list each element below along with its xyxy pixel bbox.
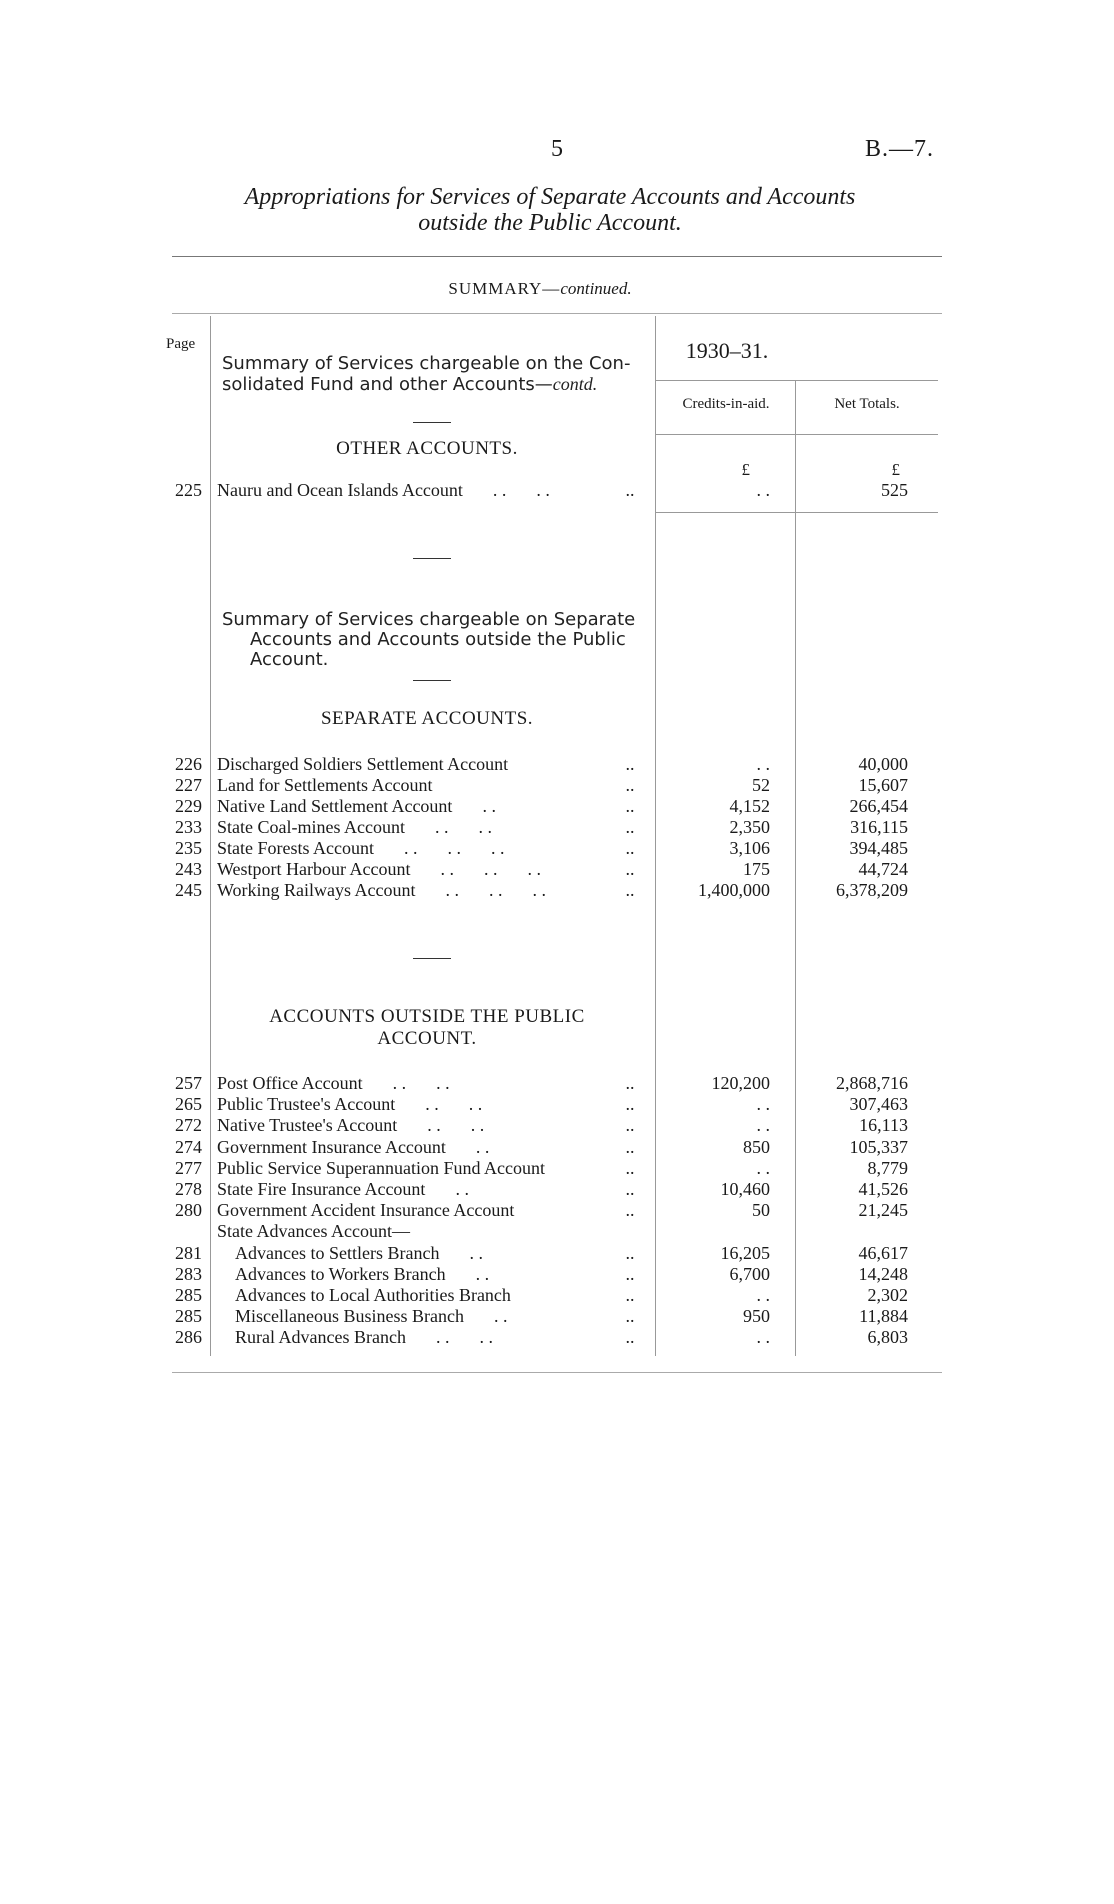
row-page-number: 233 (175, 817, 202, 837)
table-row (0, 880, 1114, 901)
row-credits-in-aid: . . (756, 1115, 770, 1136)
row-description-text: Native Trustee's Account (217, 1115, 398, 1136)
section1-caption (222, 354, 642, 395)
table-row (0, 817, 1114, 838)
row-description (235, 1243, 483, 1264)
row-page-number: 235 (175, 838, 202, 858)
section1-caption-line2 (222, 374, 642, 395)
row-leader: . . (469, 1242, 483, 1263)
row-leader-end: .. (625, 1136, 635, 1157)
row-leader: . . (475, 1136, 490, 1157)
row-description-text: Westport Harbour Account (217, 859, 411, 879)
row-credits-in-aid: 950 (743, 1306, 770, 1327)
row-net-total: 394,485 (849, 838, 908, 858)
row-page-number: 286 (175, 1327, 202, 1348)
row-description (217, 1158, 545, 1179)
summary-heading-suffix: continued. (560, 279, 632, 298)
row-page-number: 277 (175, 1157, 202, 1178)
row-leader: . . (536, 480, 550, 500)
row-leader: . . (482, 796, 496, 816)
row-description (217, 1073, 450, 1094)
row-credits-in-aid: 50 (752, 1200, 770, 1221)
row-leader: . . (475, 1263, 490, 1284)
section2-caption-line2: Accounts and Accounts outside the Public (250, 629, 626, 650)
row-description-text: Advances to Workers Branch (235, 1263, 446, 1284)
row-leader: . . (434, 817, 449, 837)
table-row (0, 1243, 1114, 1264)
row-description (217, 859, 541, 880)
section2-caption-line3: Account. (250, 649, 329, 670)
section3-dash (413, 958, 451, 959)
row-credits-in-aid: . . (756, 754, 770, 774)
row-credits-in-aid: 120,200 (711, 1073, 770, 1093)
row-leader-end: .. (625, 754, 635, 774)
net-totals-column-header: Net Totals. (834, 396, 900, 412)
table-row (0, 1179, 1114, 1200)
table-row (0, 859, 1114, 880)
row-net-total: 316,115 (850, 817, 908, 837)
document-reference: B.—7. (864, 136, 934, 162)
table-row (0, 480, 1114, 501)
row-description (217, 1179, 469, 1200)
column-header-rule (656, 434, 938, 435)
row-description-text: Native Land Settlement Account (217, 796, 453, 816)
row-credits-in-aid: . . (756, 1285, 770, 1305)
row-description (217, 817, 492, 838)
row-description-text: Advances to Local Authorities Branch (235, 1285, 511, 1305)
row-leader-end: .. (625, 1200, 635, 1221)
table-row (0, 1094, 1114, 1115)
row-leader: . . (435, 1327, 450, 1348)
row-credits-in-aid: 16,205 (720, 1242, 770, 1263)
row-leader: . . (470, 1115, 485, 1136)
table-row (0, 796, 1114, 817)
section2-caption-line1: Summary of Services chargeable on Separate (222, 609, 636, 630)
table-row (0, 1285, 1114, 1306)
row-page-number: 283 (175, 1263, 202, 1284)
page-title (170, 184, 930, 236)
table-row (0, 838, 1114, 859)
row-description (217, 838, 504, 859)
separate-accounts-heading: SEPARATE ACCOUNTS. (320, 708, 534, 729)
row-leader: . . (403, 838, 418, 858)
row-description-text: Public Trustee's Account (217, 1094, 396, 1115)
section2-caption (222, 610, 652, 670)
credits-column-header: Credits-in-aid. (682, 396, 770, 412)
row-leader: . . (392, 1073, 407, 1093)
page-column-header: Page (166, 336, 196, 352)
row-net-total: 2,868,716 (836, 1073, 908, 1093)
table-row (0, 1158, 1114, 1179)
row-description (217, 1115, 484, 1136)
row-description-text: Post Office Account (217, 1073, 363, 1093)
row-credits-in-aid: . . (756, 480, 770, 500)
row-net-total: 14,248 (858, 1263, 908, 1284)
row-credits-in-aid: 175 (743, 859, 770, 879)
row-description (235, 1327, 493, 1348)
row-description-text: Government Accident Insurance Account (217, 1200, 515, 1221)
row-page-number: 227 (175, 775, 202, 795)
row-page-number: 245 (175, 880, 202, 900)
row-leader-end: .. (625, 1157, 635, 1178)
table-row (0, 1327, 1114, 1348)
row-leader: . . (478, 817, 492, 837)
row-leader: . . (484, 859, 498, 879)
row-leader: . . (492, 480, 507, 500)
section1-caption-line2a: solidated Fund and other Accounts— (222, 374, 553, 395)
row-net-total: 8,779 (867, 1157, 908, 1178)
row-net-total: 46,617 (858, 1242, 908, 1263)
row-page-number: 229 (175, 796, 202, 816)
credits-currency-symbol: £ (741, 460, 750, 479)
other-accounts-heading: OTHER ACCOUNTS. (336, 438, 518, 459)
year-rule (656, 380, 938, 381)
row-credits-in-aid: 2,350 (729, 817, 770, 837)
row-leader-end: .. (625, 1073, 635, 1093)
row-description-text: State Coal-mines Account (217, 817, 405, 837)
row-page-number: 257 (175, 1073, 202, 1093)
net-currency-symbol: £ (891, 460, 900, 479)
row-page-number: 280 (175, 1200, 202, 1221)
title-line-2: outside the Public Account. (418, 210, 682, 236)
row-description-text: Rural Advances Branch (235, 1327, 406, 1348)
row-net-total: 6,803 (867, 1327, 908, 1348)
row-credits-in-aid: 6,700 (729, 1263, 770, 1284)
table-row (0, 1115, 1114, 1136)
row-leader-end: .. (625, 1306, 635, 1327)
row-description (217, 775, 432, 796)
row-leader-end: .. (625, 1327, 635, 1348)
table-bottom-rule (172, 1372, 942, 1373)
row-page-number: 281 (175, 1242, 202, 1263)
row-leader: . . (427, 1115, 441, 1136)
row-leader: . . (532, 880, 547, 900)
row-description (217, 796, 496, 817)
section1-caption-line1: Summary of Services chargeable on the Con- (222, 353, 631, 374)
row-description (217, 754, 508, 775)
section2-top-dash (413, 558, 451, 559)
row-credits-in-aid: 850 (743, 1136, 770, 1157)
row-description-text: State Forests Account (217, 838, 374, 858)
row-leader-end: .. (625, 817, 635, 837)
table-row (0, 1221, 1114, 1242)
table-row (0, 1306, 1114, 1327)
row-description-text: Discharged Soldiers Settlement Account (217, 754, 509, 774)
row-net-total: 41,526 (858, 1179, 908, 1199)
row-leader: . . (468, 1094, 483, 1115)
year-header: 1930–31. (685, 338, 769, 363)
row-description (235, 1285, 511, 1306)
row-leader: . . (493, 1306, 508, 1327)
row-description-text: Land for Settlements Account (217, 775, 433, 795)
row-leader-end: .. (625, 1094, 635, 1115)
row-description (217, 1137, 489, 1158)
row-leader-end: .. (625, 480, 635, 500)
row-credits-in-aid: . . (756, 1327, 770, 1348)
row-description (217, 880, 546, 901)
row-leader: . . (425, 1094, 439, 1115)
row-leader: . . (445, 880, 460, 900)
row-description (235, 1264, 489, 1285)
row-leader-end: .. (625, 1115, 635, 1136)
row-net-total: 307,463 (849, 1094, 908, 1115)
outside-accounts-heading (222, 1006, 632, 1050)
row-leader: . . (489, 880, 503, 900)
row-net-total: 40,000 (858, 754, 908, 774)
row-description-text: State Fire Insurance Account (217, 1179, 426, 1199)
row-description-text: Miscellaneous Business Branch (235, 1306, 464, 1327)
row-description-text: State Advances Account— (217, 1221, 410, 1242)
summary-heading-main: SUMMARY— (448, 279, 561, 298)
table-top-rule (172, 313, 942, 314)
row-leader-end: .. (625, 1285, 635, 1305)
row-description-text: Nauru and Ocean Islands Account (217, 480, 463, 500)
row-credits-in-aid: 52 (752, 775, 770, 795)
row-net-total: 21,245 (858, 1200, 908, 1221)
row-page-number: 243 (175, 859, 202, 879)
row-leader-end: .. (625, 859, 635, 879)
row-page-number: 225 (175, 480, 202, 500)
row-page-number: 272 (175, 1115, 202, 1136)
row-leader-end: .. (625, 880, 635, 900)
outside-accounts-heading-line2: ACCOUNT. (377, 1028, 477, 1049)
row-net-total: 44,724 (858, 859, 908, 879)
title-line-1: Appropriations for Services of Separate Accounts and Accounts (244, 184, 856, 210)
row-description (217, 480, 550, 501)
title-rule (172, 256, 942, 257)
row-page-number: 285 (175, 1285, 202, 1305)
table-row (0, 775, 1114, 796)
row-credits-in-aid: 4,152 (729, 796, 770, 816)
section2-dash (413, 680, 451, 681)
outside-accounts-heading-line1: ACCOUNTS OUTSIDE THE PUBLIC (269, 1006, 585, 1027)
row-leader: . . (440, 859, 454, 879)
table-row (0, 754, 1114, 775)
row-net-total: 525 (881, 480, 908, 500)
summary-heading (380, 279, 700, 299)
table-row (0, 1073, 1114, 1094)
row-page-number: 285 (175, 1306, 202, 1327)
row-leader-end: .. (625, 838, 635, 858)
row-leader-end: .. (625, 775, 635, 795)
row-description-text: Working Railways Account (217, 880, 416, 900)
row-page-number: 274 (175, 1136, 202, 1157)
row-page-number: 226 (175, 754, 202, 774)
row-description-text: Government Insurance Account (217, 1136, 446, 1157)
row-net-total: 11,884 (859, 1306, 908, 1327)
section1-dash (413, 422, 451, 423)
row-credits-in-aid: . . (756, 1094, 770, 1115)
row-description-text: Public Service Superannuation Fund Account (217, 1157, 545, 1178)
row-leader: . . (479, 1327, 493, 1348)
row-net-total: 16,113 (859, 1115, 908, 1136)
row-net-total: 105,337 (849, 1136, 908, 1157)
row-page-number: 265 (175, 1094, 202, 1115)
row-description (217, 1200, 514, 1221)
row-leader: . . (527, 859, 541, 879)
row-leader: . . (490, 838, 505, 858)
page-number: 5 (551, 136, 563, 162)
row-description-text: Advances to Settlers Branch (235, 1242, 440, 1263)
row-description (235, 1306, 507, 1327)
row-credits-in-aid: 3,106 (729, 838, 770, 858)
row-leader-end: .. (625, 796, 635, 816)
row-leader: . . (447, 838, 461, 858)
row-leader: . . (436, 1073, 450, 1093)
row-page-number: 278 (175, 1179, 202, 1199)
section1-caption-line2b: contd. (552, 374, 598, 394)
row-leader-end: .. (625, 1263, 635, 1284)
row-net-total: 266,454 (849, 796, 908, 816)
row-net-total: 15,607 (858, 775, 908, 795)
table-row (0, 1137, 1114, 1158)
table-row (0, 1200, 1114, 1221)
row-net-total: 6,378,209 (836, 880, 908, 900)
section1-end-rule (656, 512, 938, 513)
row-credits-in-aid: . . (756, 1157, 770, 1178)
row-leader-end: .. (625, 1179, 635, 1199)
row-leader-end: .. (625, 1242, 635, 1263)
row-credits-in-aid: 1,400,000 (698, 880, 770, 900)
row-description (217, 1221, 410, 1242)
row-description (217, 1094, 482, 1115)
row-net-total: 2,302 (867, 1285, 908, 1305)
table-row (0, 1264, 1114, 1285)
row-leader: . . (455, 1179, 469, 1199)
row-credits-in-aid: 10,460 (720, 1179, 770, 1199)
